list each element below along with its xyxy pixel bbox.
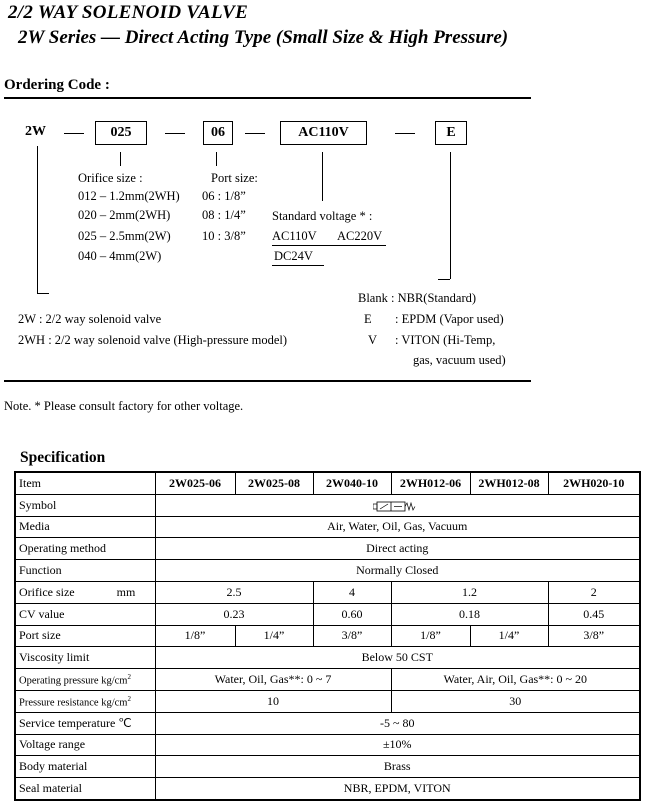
seal-e-desc: : EPDM (Vapor used) [395,312,504,326]
row-label: Operating method [15,538,155,560]
valve-symbol-cell [155,494,640,516]
row-label: Media [15,516,155,538]
orifice-value: 1.2 [391,581,548,603]
voltage-leader-line [322,152,323,201]
orifice-value: 2 [548,581,640,603]
prefix-leader-line [37,146,38,293]
pr-resistance-value: 30 [391,690,640,712]
orifice-value: 4 [313,581,391,603]
orifice-option: 012 – 1.2mm(2WH) [78,189,180,203]
table-row [15,472,640,494]
model-header: 2WH012-06 [391,472,470,494]
pr-resistance-value: 10 [155,690,391,712]
port-option: 06 : 1/8” [202,189,246,203]
cv-value: 0.23 [155,603,313,625]
voltage-underline [272,265,324,266]
port-code: 06 [211,125,225,140]
model-2wh-desc: 2WH : 2/2 way solenoid valve (High-pressure model) [18,333,288,347]
spec-heading: Specification [20,449,106,466]
seal-blank-desc: Blank : NBR(Standard) [358,291,477,305]
orifice-row-unit: mm [116,584,136,599]
port-value: 1/4” [470,625,548,647]
voltage-option: AC220V [337,229,383,243]
code-dash [165,133,185,134]
port-value: 1/8” [155,625,235,647]
row-label: Item [15,472,155,494]
row-label: Service temperature ℃ [15,712,155,734]
table-row [15,669,640,691]
function-value: Normally Closed [155,560,640,582]
orifice-option: 020 – 2mm(2WH) [78,208,171,222]
op-pressure-value: Water, Oil, Gas**: 0 ~ 7 [155,669,391,691]
ordering-top-rule [4,97,531,99]
seal-v-code: V [368,333,378,347]
row-label [15,690,155,712]
page-subtitle: 2W Series — Direct Acting Type (Small Size & High Pressure) [18,27,509,48]
code-dash [245,133,265,134]
model-2w-desc: 2W : 2/2 way solenoid valve [18,312,162,326]
seal-code-box [435,121,467,145]
table-row [15,516,640,538]
cv-value: 0.45 [548,603,640,625]
cv-value: 0.60 [313,603,391,625]
row-label: Symbol [15,494,155,516]
table-row [15,734,640,756]
viscosity-value: Below 50 CST [155,647,640,669]
voltage-code-box [280,121,367,145]
code-prefix: 2W [25,124,46,139]
orifice-value: 2.5 [155,581,313,603]
voltage-option: AC110V [272,229,317,243]
model-header: 2WH012-08 [470,472,548,494]
orifice-label: Orifice size : [78,171,143,185]
row-label: CV value [15,603,155,625]
seal-e-code: E [364,312,372,326]
model-header: 2WH020-10 [548,472,640,494]
table-row [15,581,640,603]
port-value: 3/8” [313,625,391,647]
model-header: 2W025-08 [235,472,313,494]
orifice-row-label: Orifice size [19,584,75,599]
port-value: 1/8” [391,625,470,647]
seal-v-desc-cont: gas, vacuum used) [413,353,506,367]
port-option: 08 : 1/4” [202,208,246,222]
seal-code: E [446,125,456,140]
voltage-note: Note. * Please consult factory for other voltage. [4,399,244,413]
orifice-code-box [95,121,147,145]
row-label: Function [15,560,155,582]
row-label: Seal material [15,778,155,800]
orifice-code: 025 [110,125,132,140]
code-dash [395,133,415,134]
table-row [15,778,640,800]
row-label [15,669,155,691]
seal-v-desc: : VITON (Hi-Temp, [395,333,496,347]
pr-resistance-label: Pressure resistance kg/cm [19,697,128,709]
table-row [15,690,640,712]
page-title: 2/2 WAY SOLENOID VALVE [8,2,249,23]
row-label: Voltage range [15,734,155,756]
service-temp-value: -5 ~ 80 [155,712,640,734]
orifice-leader-line [120,152,121,166]
seal-material-value: NBR, EPDM, VITON [155,778,640,800]
voltage-label: Standard voltage * : [272,209,373,223]
row-label [15,581,155,603]
row-label: Body material [15,756,155,778]
body-material-value: Brass [155,756,640,778]
code-dash [64,133,84,134]
table-row [15,538,640,560]
cv-value: 0.18 [391,603,548,625]
model-header: 2W025-06 [155,472,235,494]
operating-value: Direct acting [155,538,640,560]
seal-leader-tick [438,279,450,280]
op-pressure-sup: 2 [127,672,131,681]
spec-table [14,471,641,801]
row-label: Port size [15,625,155,647]
table-row [15,712,640,734]
port-label: Port size: [211,171,258,185]
voltage-range-value: ±10% [155,734,640,756]
voltage-code: AC110V [298,125,349,140]
port-value: 3/8” [548,625,640,647]
orifice-option: 040 – 4mm(2W) [78,249,162,263]
table-row [15,560,640,582]
orifice-option: 025 – 2.5mm(2W) [78,229,171,243]
row-label: Viscosity limit [15,647,155,669]
port-value: 1/4” [235,625,313,647]
op-pressure-value: Water, Air, Oil, Gas**: 0 ~ 20 [391,669,640,691]
ordering-code-heading: Ordering Code : [4,77,110,93]
port-option: 10 : 3/8” [202,229,246,243]
model-header: 2W040-10 [313,472,391,494]
table-row [15,603,640,625]
table-row [15,647,640,669]
table-row [15,625,640,647]
solenoid-valve-symbol-icon [373,499,421,513]
port-code-box [203,121,233,145]
port-leader-line [216,152,217,166]
prefix-leader-tick [37,293,49,294]
voltage-underline [272,245,386,246]
seal-leader-line [450,152,451,279]
media-value: Air, Water, Oil, Gas, Vacuum [155,516,640,538]
table-row [15,756,640,778]
pr-resistance-sup: 2 [127,694,131,703]
table-row [15,494,640,516]
ordering-bottom-rule [4,380,531,382]
voltage-option: DC24V [274,249,313,263]
op-pressure-label: Operating pressure kg/cm [19,675,128,687]
